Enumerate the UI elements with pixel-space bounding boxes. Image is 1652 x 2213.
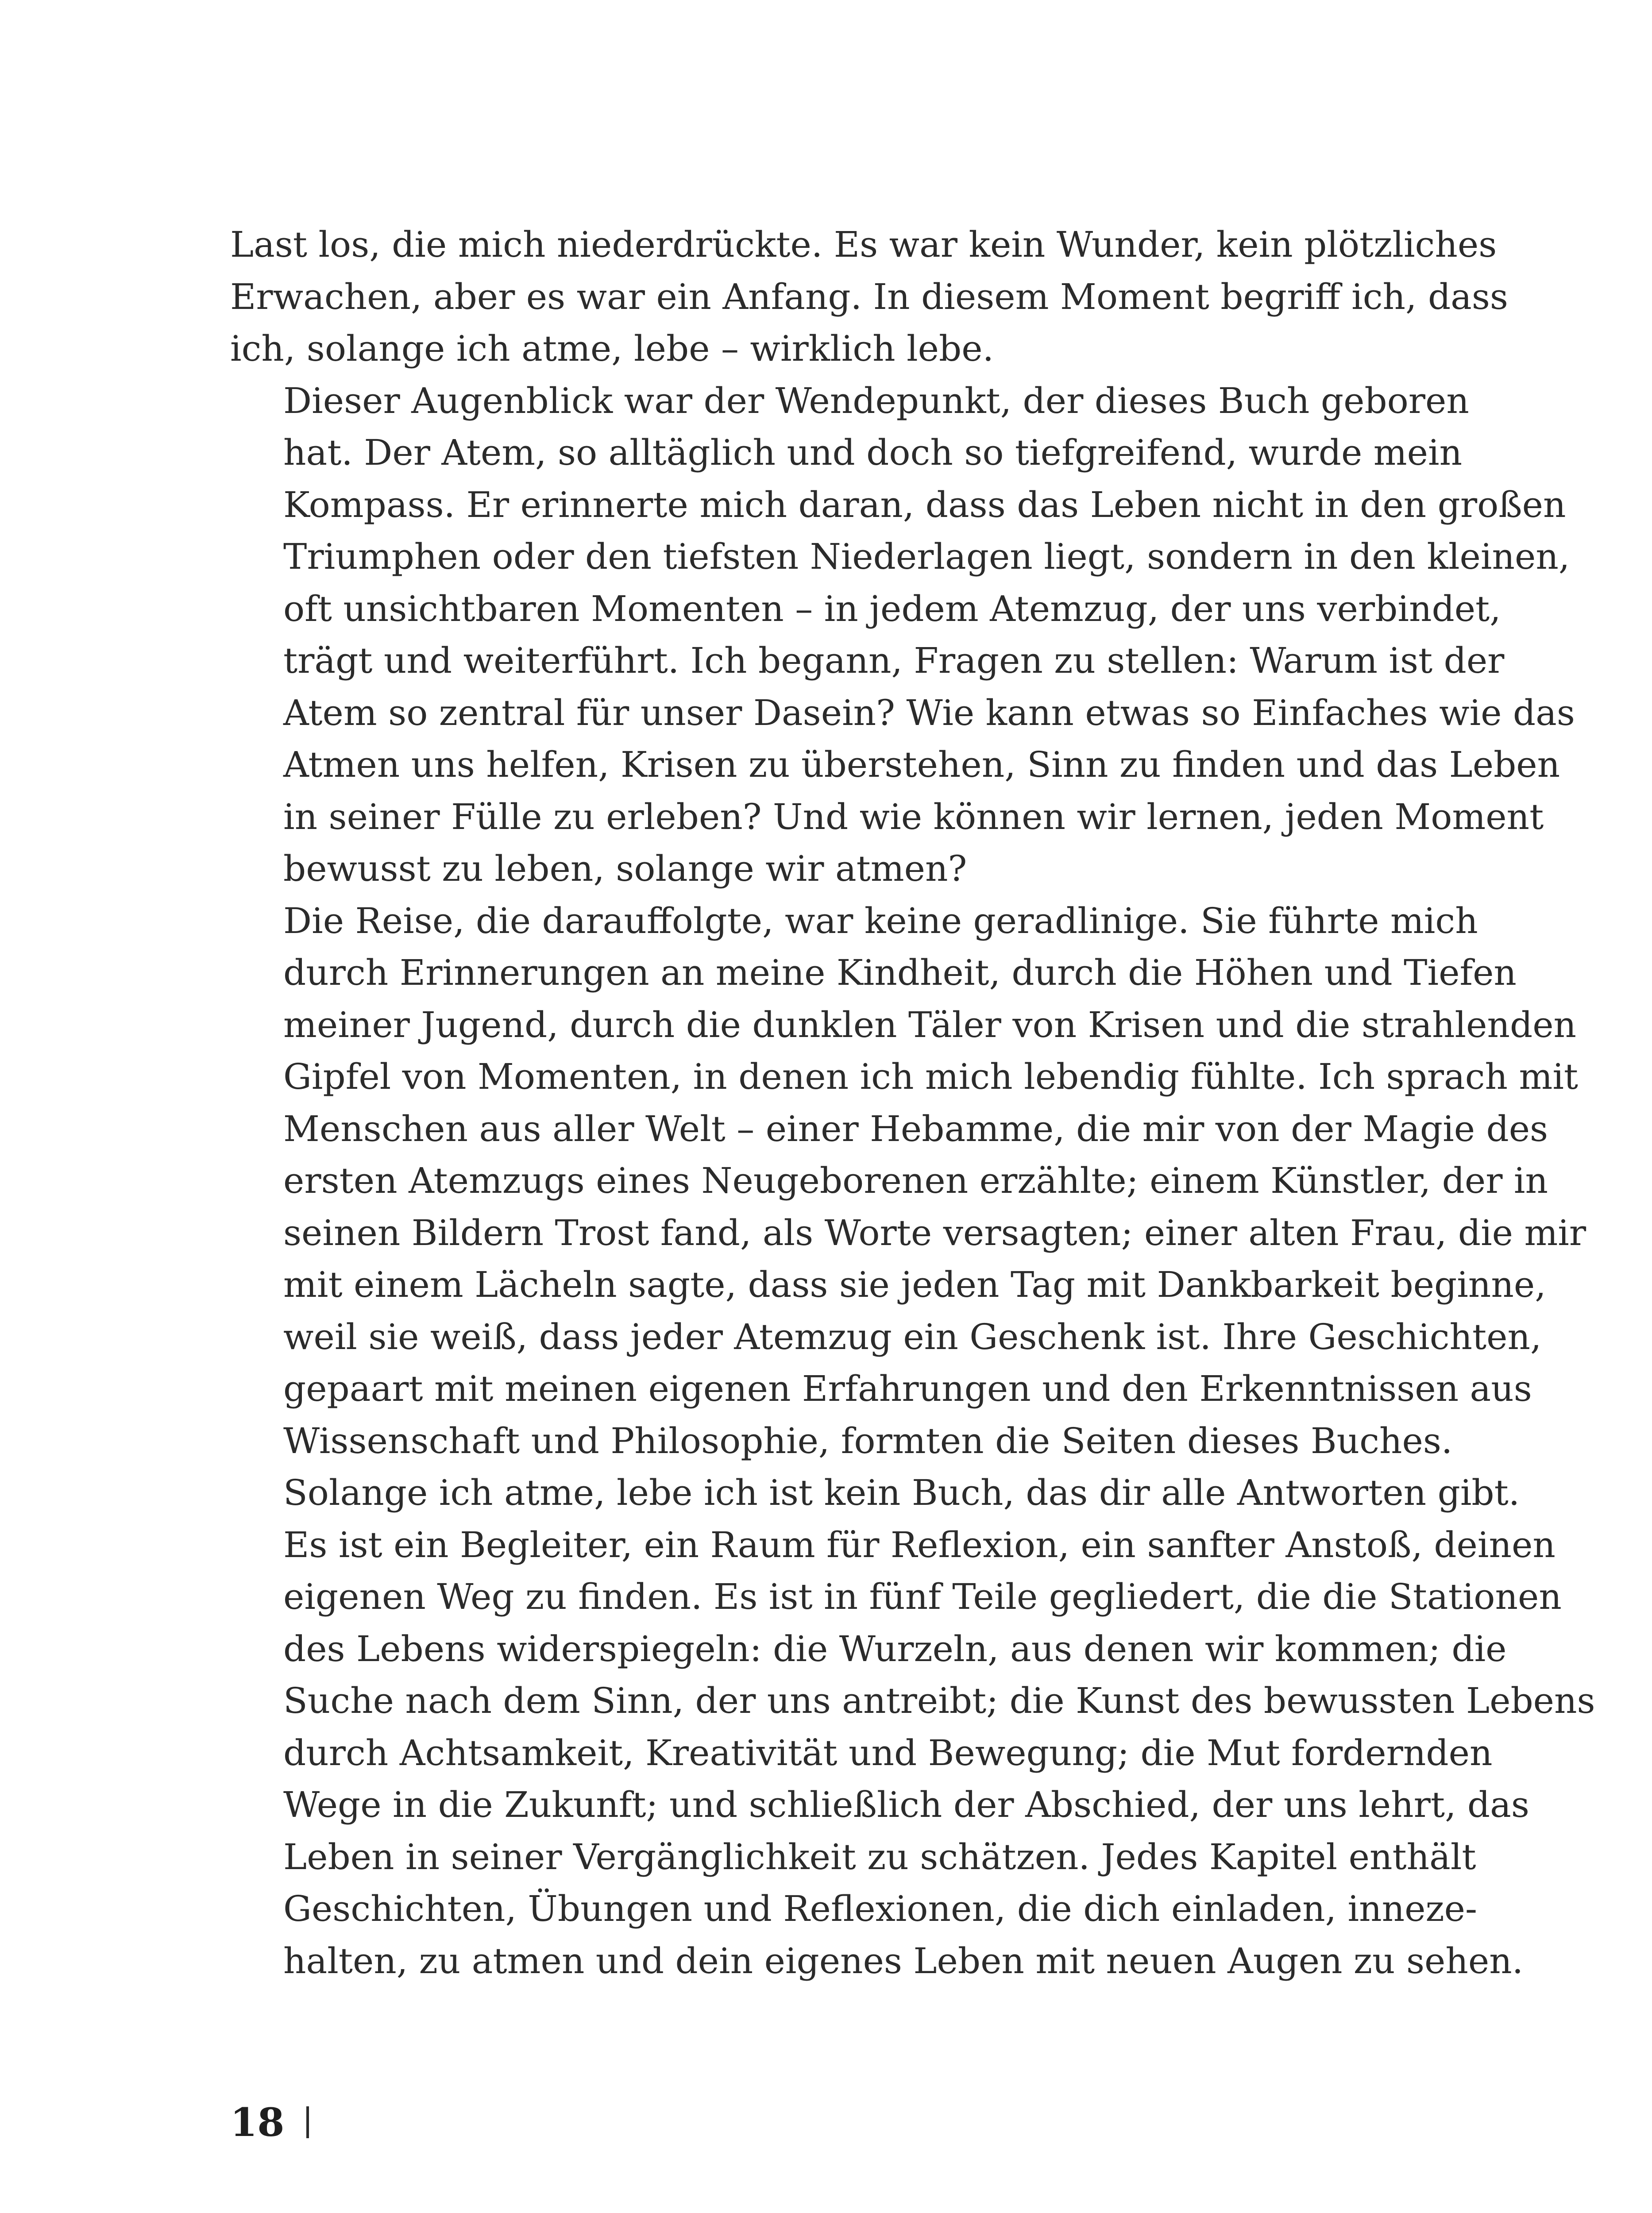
text-line: mit einem Lächeln sagte, dass sie jeden Tag mit Dankbarkeit beginne, bbox=[283, 1264, 1546, 1305]
text-line: Triumphen oder den tiefsten Niederlagen liegt, sondern in den kleinen, bbox=[283, 536, 1570, 577]
folio-separator bbox=[306, 2106, 309, 2138]
text-line: ersten Atemzugs eines Neugeborenen erzählte; einem Künstler, der in bbox=[283, 1160, 1548, 1201]
text-line: des Lebens widerspiegeln: die Wurzeln, aus denen wir kommen; die bbox=[283, 1628, 1507, 1669]
text-line: durch Achtsamkeit, Kreativität und Bewegung; die Mut fordernden bbox=[283, 1732, 1493, 1773]
text-line: ich, solange ich atme, lebe – wirklich lebe. bbox=[230, 328, 994, 369]
paragraph-2 bbox=[230, 375, 1575, 895]
text-line: hat. Der Atem, so alltäglich und doch so tiefgreifend, wurde mein bbox=[283, 432, 1463, 473]
text-line: meiner Jugend, durch die dunklen Täler von Krisen und die strahlenden bbox=[283, 1004, 1577, 1045]
text-line: halten, zu atmen und dein eigenes Leben mit neuen Augen zu sehen. bbox=[283, 1940, 1524, 1982]
text-line: Suche nach dem Sinn, der uns antreibt; die Kunst des bewussten Lebens bbox=[283, 1680, 1595, 1721]
text-line: eigenen Weg zu finden. Es ist in fünf Teile gegliedert, die die Stationen bbox=[283, 1576, 1562, 1617]
text-line: Geschichten, Übungen und Reflexionen, die dich einladen, inneze- bbox=[283, 1888, 1477, 1929]
body-text bbox=[230, 219, 1595, 1987]
paragraph-3 bbox=[230, 895, 1586, 1467]
text-line: Menschen aus aller Welt – einer Hebamme, die mir von der Magie des bbox=[283, 1108, 1548, 1149]
text-line: gepaart mit meinen eigenen Erfahrungen und den Erkenntnissen aus bbox=[283, 1368, 1532, 1409]
text-line: Last los, die mich niederdrückte. Es war kein Wunder, kein plötzliches bbox=[230, 224, 1497, 265]
paragraph-4 bbox=[230, 1467, 1595, 1987]
text-line: seinen Bildern Trost fand, als Worte versagten; einer alten Frau, die mir bbox=[283, 1212, 1586, 1253]
text-line: bewusst zu leben, solange wir atmen? bbox=[283, 848, 967, 889]
text-line: Leben in seiner Vergänglichkeit zu schätzen. Jedes Kapitel enthält bbox=[283, 1836, 1476, 1878]
text-line: Die Reise, die darauffolgte, war keine geradlinige. Sie führte mich bbox=[283, 900, 1478, 941]
text-line: Gipfel von Momenten, in denen ich mich lebendig fühlte. Ich sprach mit bbox=[283, 1056, 1579, 1097]
text-line: oft unsichtbaren Momenten – in jedem Atemzug, der uns verbindet, bbox=[283, 588, 1501, 629]
text-line: Atmen uns helfen, Krisen zu überstehen, Sinn zu finden und das Leben bbox=[283, 744, 1560, 785]
text-line: trägt und weiterführt. Ich begann, Fragen zu stellen: Warum ist der bbox=[283, 640, 1505, 681]
text-line: Kompass. Er erinnerte mich daran, dass das Leben nicht in den großen bbox=[283, 484, 1566, 525]
text-line: Dieser Augenblick war der Wendepunkt, der dieses Buch geboren bbox=[283, 380, 1469, 421]
text-line: Atem so zentral für unser Dasein? Wie kann etwas so Einfaches wie das bbox=[283, 692, 1575, 733]
text-line: Solange ich atme, lebe ich ist kein Buch, das dir alle Antworten gibt. bbox=[283, 1472, 1520, 1513]
text-line: Es ist ein Begleiter, ein Raum für Reflexion, ein sanfter Anstoß, deinen bbox=[283, 1524, 1556, 1565]
page-footer bbox=[230, 2100, 309, 2144]
text-line: Erwachen, aber es war ein Anfang. In diesem Moment begriff ich, dass bbox=[230, 276, 1508, 317]
text-line: Wissenschaft und Philosophie, formten die Seiten dieses Buches. bbox=[283, 1420, 1453, 1461]
paragraph-1 bbox=[230, 219, 1508, 375]
page-number: 18 bbox=[230, 2099, 285, 2145]
text-line: in seiner Fülle zu erleben? Und wie können wir lernen, jeden Moment bbox=[283, 796, 1544, 837]
text-line: weil sie weiß, dass jeder Atemzug ein Geschenk ist. Ihre Geschichten, bbox=[283, 1316, 1542, 1357]
text-line: Wege in die Zukunft; und schließlich der Abschied, der uns lehrt, das bbox=[283, 1784, 1529, 1825]
text-line: durch Erinnerungen an meine Kindheit, durch die Höhen und Tiefen bbox=[283, 952, 1517, 993]
